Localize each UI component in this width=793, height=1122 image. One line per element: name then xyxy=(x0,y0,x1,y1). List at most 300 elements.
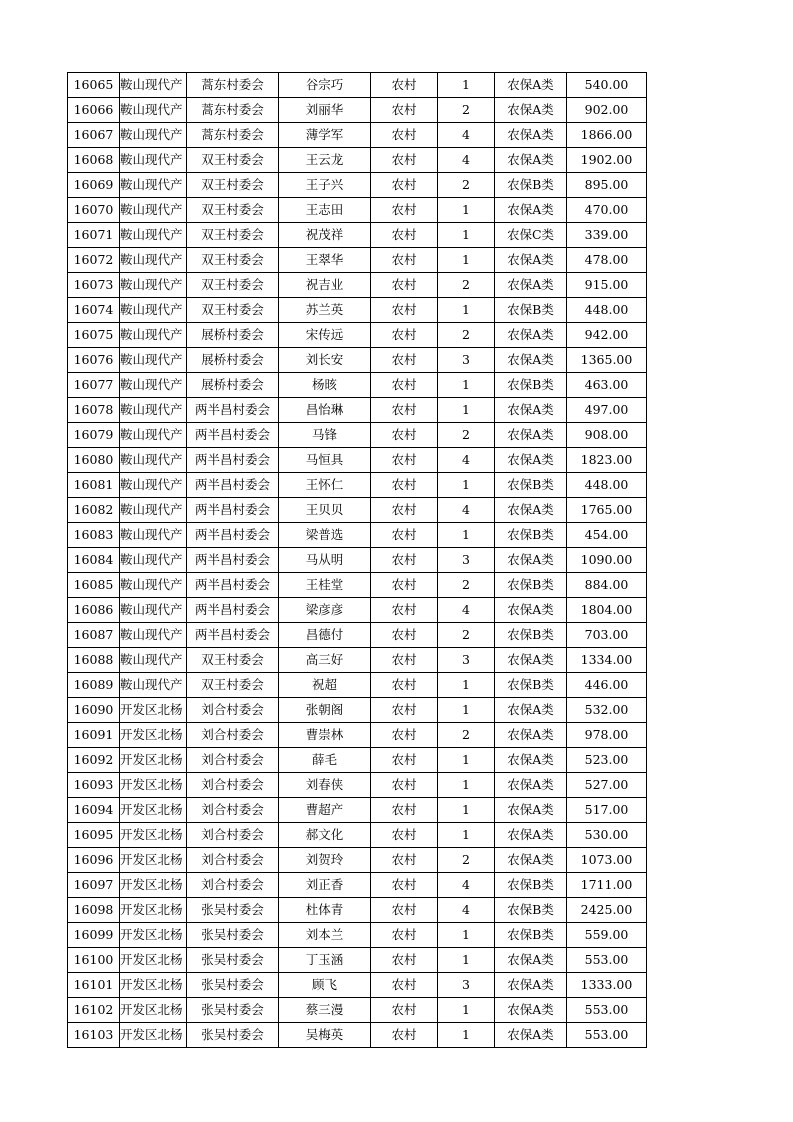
household-count: 2 xyxy=(438,723,495,748)
record-id: 16081 xyxy=(68,473,120,498)
insurance-category: 农保A类 xyxy=(495,73,567,98)
person-name: 王贝贝 xyxy=(279,498,371,523)
amount-cell: 908.00 xyxy=(567,423,647,448)
record-id: 16065 xyxy=(68,73,120,98)
household-count: 4 xyxy=(438,873,495,898)
town-cell: 开发区北杨 xyxy=(120,898,187,923)
table-row xyxy=(68,498,647,523)
household-count: 1 xyxy=(438,398,495,423)
record-id: 16090 xyxy=(68,698,120,723)
amount-cell: 339.00 xyxy=(567,223,647,248)
record-id: 16082 xyxy=(68,498,120,523)
record-id: 16100 xyxy=(68,948,120,973)
area-type: 农村 xyxy=(371,973,438,998)
table-row xyxy=(68,423,647,448)
household-count: 2 xyxy=(438,848,495,873)
household-count: 2 xyxy=(438,423,495,448)
person-name: 杜体青 xyxy=(279,898,371,923)
amount-cell: 902.00 xyxy=(567,98,647,123)
area-type: 农村 xyxy=(371,123,438,148)
village-cell: 两半昌村委会 xyxy=(187,473,279,498)
person-name: 曹崇林 xyxy=(279,723,371,748)
village-cell: 刘合村委会 xyxy=(187,748,279,773)
amount-cell: 1090.00 xyxy=(567,548,647,573)
area-type: 农村 xyxy=(371,398,438,423)
village-cell: 刘合村委会 xyxy=(187,848,279,873)
village-cell: 两半昌村委会 xyxy=(187,398,279,423)
village-cell: 双王村委会 xyxy=(187,248,279,273)
area-type: 农村 xyxy=(371,373,438,398)
record-id: 16084 xyxy=(68,548,120,573)
insurance-category: 农保A类 xyxy=(495,423,567,448)
person-name: 马锋 xyxy=(279,423,371,448)
table-row xyxy=(68,648,647,673)
town-cell: 鞍山现代产 xyxy=(120,598,187,623)
table-row xyxy=(68,198,647,223)
town-cell: 鞍山现代产 xyxy=(120,73,187,98)
household-count: 4 xyxy=(438,448,495,473)
household-count: 1 xyxy=(438,798,495,823)
record-id: 16077 xyxy=(68,373,120,398)
household-count: 4 xyxy=(438,598,495,623)
amount-cell: 463.00 xyxy=(567,373,647,398)
amount-cell: 446.00 xyxy=(567,673,647,698)
person-name: 王子兴 xyxy=(279,173,371,198)
record-id: 16093 xyxy=(68,773,120,798)
amount-cell: 530.00 xyxy=(567,823,647,848)
amount-cell: 527.00 xyxy=(567,773,647,798)
area-type: 农村 xyxy=(371,948,438,973)
town-cell: 鞍山现代产 xyxy=(120,498,187,523)
insurance-category: 农保A类 xyxy=(495,648,567,673)
record-id: 16072 xyxy=(68,248,120,273)
person-name: 杨晐 xyxy=(279,373,371,398)
insurance-category: 农保A类 xyxy=(495,723,567,748)
record-id: 16083 xyxy=(68,523,120,548)
village-cell: 双王村委会 xyxy=(187,173,279,198)
village-cell: 双王村委会 xyxy=(187,148,279,173)
area-type: 农村 xyxy=(371,1023,438,1048)
town-cell: 鞍山现代产 xyxy=(120,473,187,498)
household-count: 3 xyxy=(438,973,495,998)
village-cell: 张吴村委会 xyxy=(187,898,279,923)
village-cell: 两半昌村委会 xyxy=(187,423,279,448)
village-cell: 双王村委会 xyxy=(187,198,279,223)
insurance-category: 农保A类 xyxy=(495,698,567,723)
village-cell: 双王村委会 xyxy=(187,648,279,673)
insurance-category: 农保B类 xyxy=(495,373,567,398)
record-id: 16096 xyxy=(68,848,120,873)
village-cell: 两半昌村委会 xyxy=(187,523,279,548)
record-id: 16101 xyxy=(68,973,120,998)
area-type: 农村 xyxy=(371,598,438,623)
person-name: 王翠华 xyxy=(279,248,371,273)
town-cell: 鞍山现代产 xyxy=(120,223,187,248)
village-cell: 刘合村委会 xyxy=(187,798,279,823)
town-cell: 鞍山现代产 xyxy=(120,448,187,473)
insurance-category: 农保B类 xyxy=(495,873,567,898)
amount-cell: 2425.00 xyxy=(567,898,647,923)
town-cell: 开发区北杨 xyxy=(120,998,187,1023)
village-cell: 两半昌村委会 xyxy=(187,623,279,648)
record-id: 16067 xyxy=(68,123,120,148)
area-type: 农村 xyxy=(371,298,438,323)
insurance-category: 农保A类 xyxy=(495,823,567,848)
person-name: 顾飞 xyxy=(279,973,371,998)
record-id: 16098 xyxy=(68,898,120,923)
town-cell: 鞍山现代产 xyxy=(120,298,187,323)
village-cell: 双王村委会 xyxy=(187,273,279,298)
amount-cell: 1902.00 xyxy=(567,148,647,173)
town-cell: 开发区北杨 xyxy=(120,948,187,973)
person-name: 薄学军 xyxy=(279,123,371,148)
household-count: 2 xyxy=(438,98,495,123)
record-id: 16080 xyxy=(68,448,120,473)
amount-cell: 978.00 xyxy=(567,723,647,748)
insurance-category: 农保B类 xyxy=(495,923,567,948)
area-type: 农村 xyxy=(371,723,438,748)
town-cell: 鞍山现代产 xyxy=(120,423,187,448)
insurance-category: 农保B类 xyxy=(495,523,567,548)
amount-cell: 915.00 xyxy=(567,273,647,298)
amount-cell: 523.00 xyxy=(567,748,647,773)
village-cell: 两半昌村委会 xyxy=(187,548,279,573)
amount-cell: 1333.00 xyxy=(567,973,647,998)
area-type: 农村 xyxy=(371,798,438,823)
area-type: 农村 xyxy=(371,198,438,223)
table-row xyxy=(68,973,647,998)
table-row xyxy=(68,723,647,748)
insurance-category: 农保A类 xyxy=(495,273,567,298)
table-row xyxy=(68,123,647,148)
insurance-category: 农保A类 xyxy=(495,548,567,573)
table-row xyxy=(68,448,647,473)
household-count: 4 xyxy=(438,898,495,923)
amount-cell: 703.00 xyxy=(567,623,647,648)
person-name: 梁普选 xyxy=(279,523,371,548)
village-cell: 张吴村委会 xyxy=(187,1023,279,1048)
insurance-category: 农保A类 xyxy=(495,1023,567,1048)
record-id: 16075 xyxy=(68,323,120,348)
town-cell: 鞍山现代产 xyxy=(120,348,187,373)
record-id: 16074 xyxy=(68,298,120,323)
table-row xyxy=(68,548,647,573)
area-type: 农村 xyxy=(371,898,438,923)
person-name: 王怀仁 xyxy=(279,473,371,498)
table-row xyxy=(68,273,647,298)
record-id: 16066 xyxy=(68,98,120,123)
village-cell: 刘合村委会 xyxy=(187,698,279,723)
person-name: 祝超 xyxy=(279,673,371,698)
town-cell: 鞍山现代产 xyxy=(120,673,187,698)
village-cell: 两半昌村委会 xyxy=(187,448,279,473)
area-type: 农村 xyxy=(371,773,438,798)
amount-cell: 1073.00 xyxy=(567,848,647,873)
area-type: 农村 xyxy=(371,223,438,248)
table-row xyxy=(68,348,647,373)
area-type: 农村 xyxy=(371,98,438,123)
record-id: 16088 xyxy=(68,648,120,673)
amount-cell: 1804.00 xyxy=(567,598,647,623)
household-count: 1 xyxy=(438,673,495,698)
amount-cell: 895.00 xyxy=(567,173,647,198)
table-row xyxy=(68,698,647,723)
household-count: 1 xyxy=(438,198,495,223)
village-cell: 双王村委会 xyxy=(187,223,279,248)
amount-cell: 553.00 xyxy=(567,948,647,973)
person-name: 祝茂祥 xyxy=(279,223,371,248)
town-cell: 开发区北杨 xyxy=(120,923,187,948)
area-type: 农村 xyxy=(371,623,438,648)
insurance-category: 农保A类 xyxy=(495,248,567,273)
town-cell: 开发区北杨 xyxy=(120,723,187,748)
household-count: 2 xyxy=(438,323,495,348)
village-cell: 蒿东村委会 xyxy=(187,73,279,98)
area-type: 农村 xyxy=(371,923,438,948)
village-cell: 刘合村委会 xyxy=(187,873,279,898)
table-row xyxy=(68,523,647,548)
table-row xyxy=(68,873,647,898)
record-id: 16099 xyxy=(68,923,120,948)
amount-cell: 448.00 xyxy=(567,473,647,498)
record-id: 16073 xyxy=(68,273,120,298)
person-name: 刘春侠 xyxy=(279,773,371,798)
amount-cell: 553.00 xyxy=(567,1023,647,1048)
table-row xyxy=(68,898,647,923)
insurance-category: 农保A类 xyxy=(495,973,567,998)
town-cell: 开发区北杨 xyxy=(120,698,187,723)
amount-cell: 559.00 xyxy=(567,923,647,948)
insurance-category: 农保A类 xyxy=(495,323,567,348)
insurance-category: 农保A类 xyxy=(495,998,567,1023)
person-name: 高三好 xyxy=(279,648,371,673)
area-type: 农村 xyxy=(371,148,438,173)
insurance-category: 农保A类 xyxy=(495,948,567,973)
household-count: 4 xyxy=(438,148,495,173)
person-name: 蔡三漫 xyxy=(279,998,371,1023)
insurance-category: 农保A类 xyxy=(495,498,567,523)
amount-cell: 497.00 xyxy=(567,398,647,423)
village-cell: 展桥村委会 xyxy=(187,348,279,373)
record-id: 16076 xyxy=(68,348,120,373)
household-count: 1 xyxy=(438,948,495,973)
town-cell: 鞍山现代产 xyxy=(120,373,187,398)
record-id: 16094 xyxy=(68,798,120,823)
village-cell: 双王村委会 xyxy=(187,673,279,698)
record-id: 16071 xyxy=(68,223,120,248)
household-count: 1 xyxy=(438,473,495,498)
town-cell: 鞍山现代产 xyxy=(120,123,187,148)
amount-cell: 1765.00 xyxy=(567,498,647,523)
village-cell: 刘合村委会 xyxy=(187,823,279,848)
area-type: 农村 xyxy=(371,273,438,298)
insurance-category: 农保A类 xyxy=(495,198,567,223)
area-type: 农村 xyxy=(371,998,438,1023)
insurance-category: 农保B类 xyxy=(495,473,567,498)
area-type: 农村 xyxy=(371,323,438,348)
insurance-category: 农保B类 xyxy=(495,898,567,923)
record-id: 16095 xyxy=(68,823,120,848)
household-count: 1 xyxy=(438,248,495,273)
records-table xyxy=(67,72,647,1048)
town-cell: 鞍山现代产 xyxy=(120,648,187,673)
amount-cell: 884.00 xyxy=(567,573,647,598)
table-row xyxy=(68,173,647,198)
household-count: 3 xyxy=(438,548,495,573)
village-cell: 展桥村委会 xyxy=(187,373,279,398)
town-cell: 鞍山现代产 xyxy=(120,548,187,573)
person-name: 刘丽华 xyxy=(279,98,371,123)
insurance-category: 农保A类 xyxy=(495,748,567,773)
household-count: 4 xyxy=(438,498,495,523)
table-row xyxy=(68,923,647,948)
village-cell: 张吴村委会 xyxy=(187,923,279,948)
amount-cell: 470.00 xyxy=(567,198,647,223)
insurance-category: 农保B类 xyxy=(495,573,567,598)
town-cell: 鞍山现代产 xyxy=(120,248,187,273)
area-type: 农村 xyxy=(371,698,438,723)
table-row xyxy=(68,1023,647,1048)
record-id: 16089 xyxy=(68,673,120,698)
person-name: 王志田 xyxy=(279,198,371,223)
village-cell: 刘合村委会 xyxy=(187,723,279,748)
person-name: 梁彦彦 xyxy=(279,598,371,623)
table-row xyxy=(68,948,647,973)
household-count: 2 xyxy=(438,623,495,648)
area-type: 农村 xyxy=(371,873,438,898)
village-cell: 蒿东村委会 xyxy=(187,123,279,148)
insurance-category: 农保B类 xyxy=(495,623,567,648)
record-id: 16078 xyxy=(68,398,120,423)
household-count: 2 xyxy=(438,173,495,198)
town-cell: 鞍山现代产 xyxy=(120,523,187,548)
table-row xyxy=(68,998,647,1023)
town-cell: 开发区北杨 xyxy=(120,1023,187,1048)
person-name: 丁玉涵 xyxy=(279,948,371,973)
table-row xyxy=(68,148,647,173)
household-count: 2 xyxy=(438,273,495,298)
town-cell: 鞍山现代产 xyxy=(120,273,187,298)
household-count: 1 xyxy=(438,523,495,548)
village-cell: 蒿东村委会 xyxy=(187,98,279,123)
insurance-category: 农保A类 xyxy=(495,798,567,823)
village-cell: 张吴村委会 xyxy=(187,973,279,998)
records-body xyxy=(68,73,647,1048)
area-type: 农村 xyxy=(371,823,438,848)
household-count: 1 xyxy=(438,773,495,798)
area-type: 农村 xyxy=(371,848,438,873)
table-row xyxy=(68,823,647,848)
town-cell: 鞍山现代产 xyxy=(120,98,187,123)
insurance-category: 农保A类 xyxy=(495,448,567,473)
town-cell: 鞍山现代产 xyxy=(120,198,187,223)
record-id: 16103 xyxy=(68,1023,120,1048)
household-count: 3 xyxy=(438,348,495,373)
village-cell: 两半昌村委会 xyxy=(187,598,279,623)
person-name: 郝文化 xyxy=(279,823,371,848)
amount-cell: 1365.00 xyxy=(567,348,647,373)
person-name: 刘本兰 xyxy=(279,923,371,948)
record-id: 16085 xyxy=(68,573,120,598)
record-id: 16087 xyxy=(68,623,120,648)
table-row xyxy=(68,748,647,773)
amount-cell: 478.00 xyxy=(567,248,647,273)
town-cell: 开发区北杨 xyxy=(120,748,187,773)
village-cell: 展桥村委会 xyxy=(187,323,279,348)
village-cell: 两半昌村委会 xyxy=(187,498,279,523)
person-name: 马恒具 xyxy=(279,448,371,473)
record-id: 16068 xyxy=(68,148,120,173)
amount-cell: 942.00 xyxy=(567,323,647,348)
table-row xyxy=(68,773,647,798)
table-row xyxy=(68,98,647,123)
insurance-category: 农保B类 xyxy=(495,173,567,198)
household-count: 4 xyxy=(438,123,495,148)
area-type: 农村 xyxy=(371,248,438,273)
insurance-category: 农保A类 xyxy=(495,98,567,123)
table-row xyxy=(68,323,647,348)
amount-cell: 1711.00 xyxy=(567,873,647,898)
town-cell: 开发区北杨 xyxy=(120,823,187,848)
amount-cell: 532.00 xyxy=(567,698,647,723)
table-row xyxy=(68,598,647,623)
town-cell: 鞍山现代产 xyxy=(120,173,187,198)
village-cell: 两半昌村委会 xyxy=(187,573,279,598)
record-id: 16097 xyxy=(68,873,120,898)
town-cell: 开发区北杨 xyxy=(120,798,187,823)
amount-cell: 454.00 xyxy=(567,523,647,548)
area-type: 农村 xyxy=(371,448,438,473)
area-type: 农村 xyxy=(371,498,438,523)
record-id: 16086 xyxy=(68,598,120,623)
insurance-category: 农保B类 xyxy=(495,298,567,323)
area-type: 农村 xyxy=(371,423,438,448)
person-name: 谷宗巧 xyxy=(279,73,371,98)
amount-cell: 1866.00 xyxy=(567,123,647,148)
table-row xyxy=(68,373,647,398)
amount-cell: 448.00 xyxy=(567,298,647,323)
table-row xyxy=(68,848,647,873)
person-name: 苏兰英 xyxy=(279,298,371,323)
area-type: 农村 xyxy=(371,648,438,673)
table-row xyxy=(68,473,647,498)
area-type: 农村 xyxy=(371,548,438,573)
area-type: 农村 xyxy=(371,348,438,373)
table-row xyxy=(68,223,647,248)
area-type: 农村 xyxy=(371,673,438,698)
household-count: 1 xyxy=(438,823,495,848)
table-row xyxy=(68,573,647,598)
record-id: 16070 xyxy=(68,198,120,223)
town-cell: 鞍山现代产 xyxy=(120,623,187,648)
village-cell: 双王村委会 xyxy=(187,298,279,323)
town-cell: 鞍山现代产 xyxy=(120,573,187,598)
insurance-category: 农保C类 xyxy=(495,223,567,248)
town-cell: 开发区北杨 xyxy=(120,848,187,873)
person-name: 马从明 xyxy=(279,548,371,573)
table-row xyxy=(68,398,647,423)
household-count: 2 xyxy=(438,573,495,598)
person-name: 曹超产 xyxy=(279,798,371,823)
person-name: 刘贺玲 xyxy=(279,848,371,873)
table-row xyxy=(68,248,647,273)
person-name: 昌德付 xyxy=(279,623,371,648)
person-name: 吴梅英 xyxy=(279,1023,371,1048)
household-count: 1 xyxy=(438,698,495,723)
household-count: 1 xyxy=(438,373,495,398)
town-cell: 鞍山现代产 xyxy=(120,323,187,348)
insurance-category: 农保A类 xyxy=(495,348,567,373)
